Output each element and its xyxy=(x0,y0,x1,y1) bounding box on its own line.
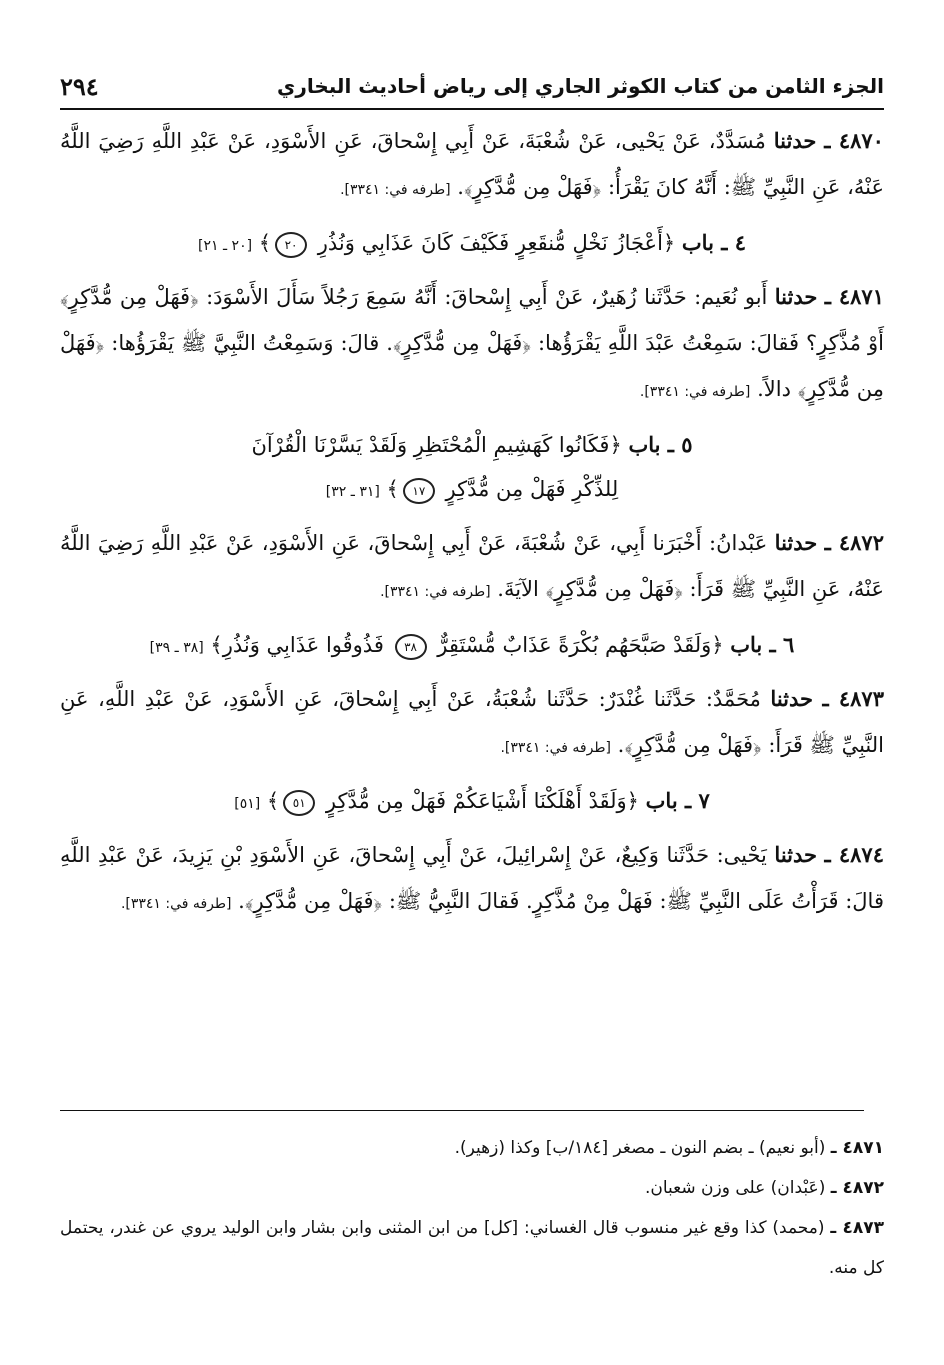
verse-range: [٣١ ـ ٣٢] xyxy=(325,484,380,500)
page-number: ٢٩٤ xyxy=(60,71,99,101)
ayah-text-continued: فَذُوقُوا عَذَابِي وَنُذُرِ﴾ xyxy=(210,633,384,657)
bab-heading-6 xyxy=(60,623,884,670)
hadith-text: عَبْدانُ: أَخْبَرَنا أَبِي، عَنْ شُعْبَةَ، عَنْ أَبِي إِسْحاقَ، عَنِ الأَسْوَدِ، عَنْ عَبْدِ اللَّهِ رَضِيَ اللَّهُ عَنْهُ، عَنِ النَّبِيِّ ﷺ قَرَأَ: ﴿فَهَلْ مِن مُّدَّكِرٍ﴾ الآيَةَ. xyxy=(60,531,884,601)
ayah-close-bracket: ﴾ xyxy=(266,789,280,813)
ayah-text: ﴿أَعْجَازُ نَخْلٍ مُّنقَعِرٍ فَكَيْفَ كَانَ عَذَابِي وَنُذُرِ xyxy=(317,231,676,255)
taraf-reference: [طرفه في: ٣٣٤١]. xyxy=(500,740,611,756)
hadith-number: ٤٨٧٤ ـ xyxy=(824,842,884,867)
footnote-number: ٤٨٧٢ ـ xyxy=(830,1178,884,1198)
footnote-rule xyxy=(60,1110,864,1111)
haddathana: حدثنا xyxy=(774,842,818,867)
bab-label: ٦ ـ باب xyxy=(730,632,795,657)
header-rule xyxy=(60,108,884,110)
hadith-text: يَحْيى: حَدَّثَنا وَكِيعٌ، عَنْ إِسْرائِيلَ، عَنْ أَبِي إِسْحاقَ، عَنِ الأَسْوَدِ بْنِ يَزِيدَ، عَنْ عَبْدِ اللَّهِ قالَ: قَرَأْتُ عَلَى النَّبِيِّ ﷺ: فَهَلْ مِنْ مُذَّكِرٍ. فَقالَ النَّبِيُّ ﷺ: ﴿فَهَلْ مِن مُّدَّكِرٍ﴾. xyxy=(60,843,884,913)
bab-label: ٥ ـ باب xyxy=(628,432,693,457)
footnote-text: (عَبْدان) على وزن شعبان. xyxy=(644,1178,826,1198)
hadith-text: أَبو نُعَيم: حَدَّثَنا زُهَيرٌ، عَنْ أَبِي إِسْحاقَ: أَنَّهُ سَمِعَ رَجُلاً سَأَلَ الأَسْوَدَ: ﴿فَهَلْ مِن مُّدَّكِرٍ﴾ أَوْ مُذَّكِرٍ؟ فَقالَ: سَمِعْتُ عَبْدَ اللَّهِ يَقْرَؤُها: ﴿فَهَلْ مِن مُّدَّكِرٍ﴾. قالَ: وَسَمِعْتُ النَّبِيَّ ﷺ يَقْرَؤُها: ﴿فَهَلْ مِن مُّدَّكِرٍ﴾ دالاً. xyxy=(60,285,884,401)
footnote-text: (محمد) كذا وقع غير منسوب قال الغساني: [كل] من ابن المثنى وابن بشار وابن الوليد يروي عن غندر، يحتمل كل منه. xyxy=(60,1218,884,1278)
page-header xyxy=(60,66,884,106)
ayah-number-marker: ٥١ xyxy=(283,790,315,816)
taraf-reference: [طرفه في: ٣٣٤١]. xyxy=(639,384,751,400)
haddathana: حدثنا xyxy=(773,128,817,153)
bab-label: ٤ ـ باب xyxy=(681,230,746,255)
ayah-text-continued: لِلذِّكْرِ فَهَلْ مِن مُّدَّكِرٍ xyxy=(445,477,619,501)
hadith-number: ٤٨٧٠ ـ xyxy=(824,128,884,153)
footnote-4871 xyxy=(60,1128,884,1168)
taraf-reference: [طرفه في: ٣٣٤١]. xyxy=(120,896,232,912)
ayah-number-marker: ٢٠ xyxy=(275,232,307,258)
haddathana: حدثنا xyxy=(774,284,818,309)
hadith-4870 xyxy=(60,118,884,213)
taraf-reference: [طرفه في: ٣٣٤١]. xyxy=(340,182,451,198)
verse-range: [٢٠ ـ ٢١] xyxy=(198,238,253,254)
bab-line-1 xyxy=(60,423,884,467)
hadith-number: ٤٨٧٢ ـ xyxy=(824,530,884,555)
verse-range: [٣٨ ـ ٣٩] xyxy=(149,640,204,656)
footnote-number: ٤٨٧١ ـ xyxy=(830,1138,884,1158)
ayah-text: ﴿وَلَقَدْ أَهْلَكْنَا أَشْيَاعَكُمْ فَهَلْ مِن مُّدَّكِرٍ xyxy=(325,789,639,813)
ayah-close-bracket: ﴾ xyxy=(386,477,399,501)
hadith-text: مُسَدَّدٌ، عَنْ يَحْيى، عَنْ شُعْبَةَ، عَنْ أَبِي إِسْحاقَ، عَنِ الأَسْوَدِ، عَنْ عَبْدِ اللَّهِ رَضِيَ اللَّهُ عَنْهُ، عَنِ النَّبِيِّ ﷺ: أَنَّهُ كانَ يَقْرَأُ: ﴿فَهَلْ مِن مُّدَّكِرٍ﴾. xyxy=(60,129,884,199)
footnote-number: ٤٨٧٣ ـ xyxy=(830,1218,884,1238)
hadith-number: ٤٨٧٣ ـ xyxy=(822,686,884,711)
ayah-close-bracket: ﴾ xyxy=(258,231,272,255)
hadith-text: مُحَمَّدٌ: حَدَّثَنا غُنْدَرٌ: حَدَّثَنا شُعْبَةُ، عَنْ أَبِي إِسْحاقَ، عَنِ الأَسْوَدِ، عَنْ عَبْدِ اللَّهِ، عَنِ النَّبِيِّ ﷺ قَرَأَ: ﴿فَهَلْ مِن مُّدَّكِرٍ﴾. xyxy=(60,687,884,757)
bab-label: ٧ ـ باب xyxy=(645,788,710,813)
hadith-4871 xyxy=(60,274,884,415)
bab-heading-5 xyxy=(60,423,884,514)
ayah-text: ﴿وَلَقَدْ صَبَّحَهُم بُكْرَةً عَذَابٌ مُّسْتَقِرٌّ xyxy=(437,633,724,657)
taraf-reference: [طرفه في: ٣٣٤١]. xyxy=(380,584,491,600)
haddathana: حدثنا xyxy=(774,530,818,555)
hadith-number: ٤٨٧١ ـ xyxy=(824,284,884,309)
hadith-4873 xyxy=(60,676,884,771)
bab-heading-4 xyxy=(60,221,884,268)
running-title: الجزء الثامن من كتاب الكوثر الجاري إلى رياض أحاديث البخاري xyxy=(277,74,884,98)
footnote-4873 xyxy=(60,1208,884,1288)
hadith-4872 xyxy=(60,520,884,615)
ayah-number-marker: ١٧ xyxy=(403,478,435,504)
verse-range: [٥١] xyxy=(234,796,261,812)
bab-line-2 xyxy=(60,467,884,514)
bab-heading-7 xyxy=(60,779,884,826)
ayah-number-marker: ٣٨ xyxy=(395,634,427,660)
footnotes xyxy=(60,1128,884,1288)
footnote-4872 xyxy=(60,1168,884,1208)
ayah-text: ﴿فَكَانُوا كَهَشِيمِ الْمُحْتَظِرِ وَلَقَدْ يَسَّرْنَا الْقُرْآنَ xyxy=(251,433,622,457)
hadith-4874 xyxy=(60,832,884,927)
footnote-text: (أبو نعيم) ـ بضم النون ـ مصغر [١٨٤/ب] وكذا (زهير). xyxy=(454,1138,826,1158)
haddathana: حدثنا xyxy=(770,686,814,711)
